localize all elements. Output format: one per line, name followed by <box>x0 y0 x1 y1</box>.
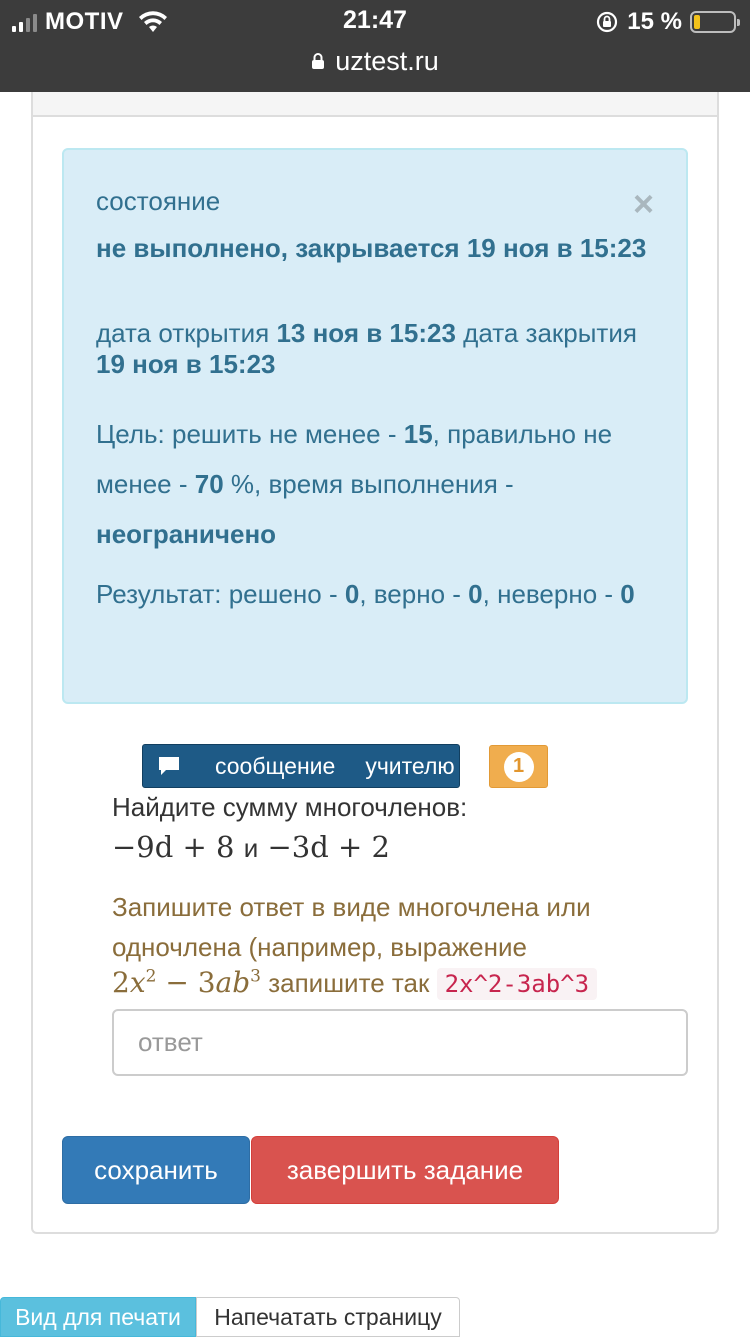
goal-label: Цель: решить не менее - <box>96 419 397 449</box>
address-bar[interactable] <box>0 42 750 80</box>
battery-icon <box>690 11 736 33</box>
polynomial-1: −9d + 8 <box>112 830 235 864</box>
result-solved-value: 0 <box>344 579 360 609</box>
url-text: uztest.ru <box>335 45 439 76</box>
result-wrong-value: 0 <box>620 579 635 609</box>
print-page-button[interactable]: Напечатать страницу <box>196 1297 460 1337</box>
status-right <box>595 8 736 36</box>
open-date-value: 13 ноя в 15:23 <box>276 318 456 348</box>
rotation-lock-icon <box>595 10 619 34</box>
clock: 21:47 <box>343 6 407 34</box>
goal-row <box>96 409 662 559</box>
state-label: состояние <box>96 186 221 216</box>
question-title: Найдите сумму многочленов: <box>112 792 468 822</box>
message-button-word1: сообщение <box>215 752 336 779</box>
status-bar <box>0 0 750 92</box>
result-correct-label: , верно - <box>359 579 461 609</box>
chat-icon <box>157 755 181 777</box>
save-button[interactable]: сохранить <box>62 1136 250 1204</box>
finish-task-button[interactable]: завершить задание <box>251 1136 559 1204</box>
card-header-divider <box>33 115 717 117</box>
question-polynomials <box>112 830 390 864</box>
battery-percent: 15 % <box>627 8 682 35</box>
goal-correct-label: , правильно не менее - <box>96 419 613 499</box>
goal-time-label: %, время выполнения - <box>223 469 514 499</box>
close-date-value: 19 ноя в 15:23 <box>96 349 276 379</box>
example-expression: $2x^2 - 3ab^3$ <box>112 966 261 999</box>
message-button-word2: учителю <box>365 752 455 779</box>
goal-time-value: неограничено <box>96 519 277 549</box>
result-row <box>96 569 662 619</box>
example-code: 2x^2-3ab^3 <box>437 968 598 1000</box>
hint-line-1: Запишите ответ в виде многочлена или <box>112 892 591 922</box>
goal-correct-value: 70 <box>194 469 224 499</box>
result-correct-value: 0 <box>468 579 483 609</box>
close-date-label: дата закрытия <box>463 318 637 348</box>
battery-fill <box>694 15 700 29</box>
task-number-badge[interactable] <box>489 745 548 788</box>
result-label: Результат: решено - <box>96 579 338 609</box>
carrier-name: MOTIV <box>45 8 124 35</box>
conjunction: и <box>243 833 259 863</box>
open-date-label: дата открытия <box>96 318 270 348</box>
lock-icon <box>311 52 325 70</box>
state-value: не выполнено, закрывается 19 ноя в 15:23 <box>96 233 647 263</box>
open-date-row <box>96 318 662 380</box>
polynomial-2: −3d + 2 <box>267 830 390 864</box>
hint-line-2: одночлена (например, выражение <box>112 932 527 962</box>
close-icon[interactable]: × <box>632 183 654 224</box>
goal-solve-value: 15 <box>403 419 433 449</box>
result-wrong-label: , неверно - <box>482 579 614 609</box>
answer-input[interactable] <box>112 1009 688 1076</box>
hint-example-text: запишите так <box>268 968 430 998</box>
hint-example-row <box>112 966 597 1000</box>
message-teacher-button[interactable] <box>142 744 460 788</box>
print-view-button[interactable]: Вид для печати <box>0 1297 196 1337</box>
task-number: 1 <box>504 752 534 782</box>
status-alert <box>62 148 688 704</box>
card-header <box>33 92 717 115</box>
